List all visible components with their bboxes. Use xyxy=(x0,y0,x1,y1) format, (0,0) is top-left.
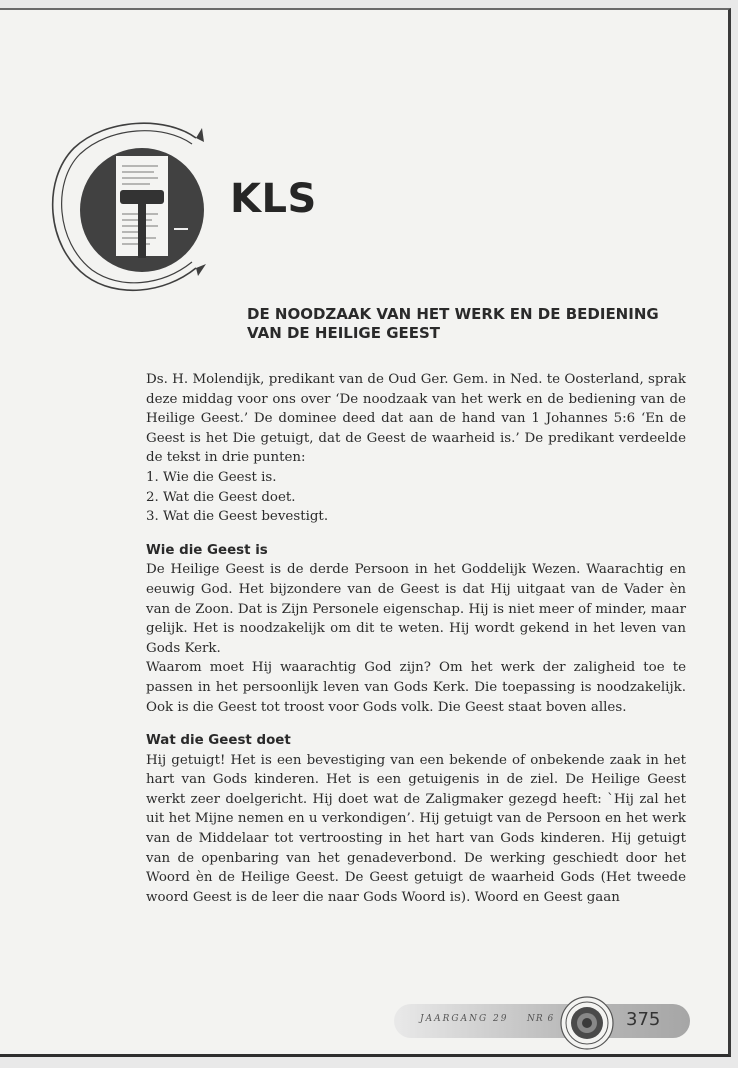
page-number: 375 xyxy=(626,1009,661,1030)
page xyxy=(0,8,731,1057)
section-title: KLS xyxy=(230,176,317,222)
page-footer xyxy=(394,996,694,1056)
journal-volume: JAARGANG 29 xyxy=(420,1014,509,1024)
paragraph: Hij getuigt! Het is een bevestiging van een bekende of onbekende zaak in het hart van Gods kinderen. Het is een getuigenis in de ziel. De Heilige Geest werkt zeer doelgericht. Hij doet wat de Zaligmaker gezegd heeft: `Hij zal het uit het Mijne nemen en u verkondigen’. Hij getuigt van de Persoon en het werk van de Middelaar tot vertroosting in het hart van Gods kinderen. Hij getuigt van de openbaring van het genadeverbond. De werking geschiedt door het Woord èn de Heilige Geest. De Geest getuigt de waarheid Gods (Het tweede woord Geest is de leer die naar Gods Woord is). Woord en Geest gaan xyxy=(146,752,686,905)
section-heading: Wat die Geest doet xyxy=(146,733,291,749)
article-body xyxy=(146,370,686,907)
issue-number: NR 6 xyxy=(527,1014,555,1024)
list-item: 3. Wat die Geest bevestigt. xyxy=(146,509,329,525)
paragraph: Waarom moet Hij waarachtig God zijn? Om het werk der zaligheid toe te passen in het persoonlijk leven van Gods Kerk. Die toepassing is noodzakelijk. Ook is die Geest tot troost voor Gods volk. Die Geest staat boven alles. xyxy=(146,660,686,715)
seal-emblem-icon xyxy=(560,996,614,1050)
points-list xyxy=(146,468,686,527)
list-item: 1. Wie die Geest is. xyxy=(146,469,277,485)
article-title: DE NOODZAAK VAN HET WERK EN DE BEDIENING VAN DE HEILIGE GEEST xyxy=(247,305,659,342)
list-item: 2. Wat die Geest doet. xyxy=(146,489,296,505)
gavel-document-logo-icon xyxy=(46,118,216,298)
paragraph: De Heilige Geest is de derde Persoon in het Goddelijk Wezen. Waarachtig en eeuwig God. Het bijzondere van de Geest is dat Hij uitgaat van de Vader èn van de Zoon. Dat is Zijn Personele eigenschap. Hij is niet meer of minder, maar gelijk. Het is noodzakelijk om dit te weten. Hij wordt gekend in het leven van Gods Kerk. xyxy=(146,562,686,656)
intro-paragraph: Ds. H. Molendijk, predikant van de Oud Ger. Gem. in Ned. te Oosterland, sprak deze middag voor ons over ‘De noodzaak van het werk en de bediening van de Heilige Geest.’ De dominee deed dat aan de hand van 1 Johannes 5:6 ‘En de Geest is het Die getuigt, dat de Geest de waarheid is.’ De predikant verdeelde de tekst in drie punten: xyxy=(146,372,686,466)
section-heading: Wie die Geest is xyxy=(146,542,268,558)
